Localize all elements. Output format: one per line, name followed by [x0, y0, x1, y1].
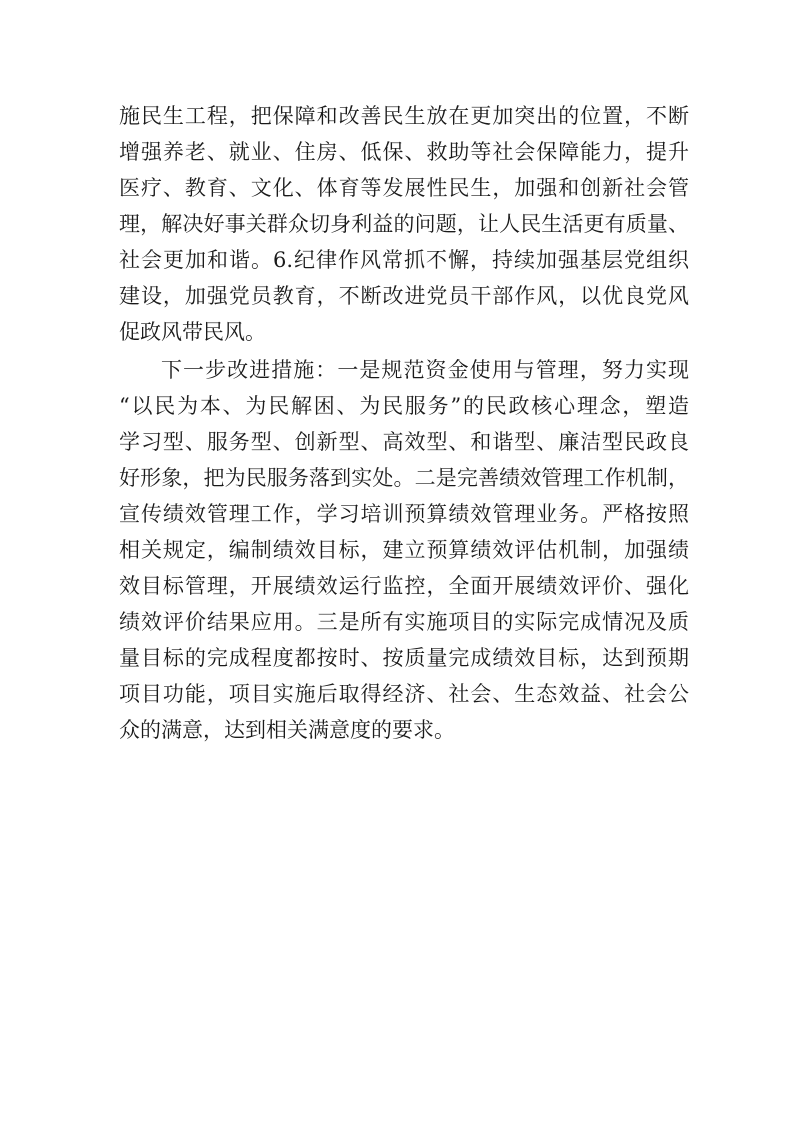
- paragraph-line: 下一步改进措施：一是规范资金使用与管理，努力实现: [161, 358, 689, 382]
- paragraph-line: 学习型、服务型、创新型、高效型、和谐型、廉洁型民政良: [119, 430, 689, 454]
- paragraph-line: 众的满意，达到相关满意度的要求。: [119, 718, 455, 742]
- paragraph-line: 建设，加强党员教育，不断改进党员干部作风，以优良党风: [119, 284, 689, 308]
- paragraph-line: 绩效评价结果应用。三是所有实施项目的实际完成情况及质: [119, 610, 689, 634]
- paragraph-line: 理，解决好事关群众切身利益的问题，让人民生活更有质量、: [119, 212, 689, 236]
- paragraph-line: 增强养老、就业、住房、低保、救助等社会保障能力，提升: [119, 140, 689, 164]
- paragraph-line: 促政风带民风。: [119, 320, 266, 344]
- paragraph-improvement-measures: [119, 352, 689, 748]
- paragraph-line: 医疗、教育、文化、体育等发展性民生，加强和创新社会管: [119, 176, 689, 200]
- paragraph-line: 宣传绩效管理工作，学习培训预算绩效管理业务。严格按照: [119, 502, 689, 526]
- paragraph-line: 施民生工程，把保障和改善民生放在更加突出的位置，不断: [119, 104, 689, 128]
- paragraph-line: 相关规定，编制绩效目标，建立预算绩效评估机制，加强绩: [119, 538, 689, 562]
- paragraph-line: 好形象，把为民服务落到实处。二是完善绩效管理工作机制，: [119, 466, 689, 490]
- paragraph-line: “以民为本、为民解困、为民服务”的民政核心理念，塑造: [119, 394, 689, 418]
- paragraph-line: 量目标的完成程度都按时、按质量完成绩效目标，达到预期: [119, 646, 689, 670]
- paragraph-line: 社会更加和谐。6.纪律作风常抓不懈，持续加强基层党组织: [119, 248, 689, 272]
- paragraph-line: 项目功能，项目实施后取得经济、社会、生态效益、社会公: [119, 682, 689, 706]
- paragraph-line: 效目标管理，开展绩效运行监控，全面开展绩效评价、强化: [119, 574, 689, 598]
- paragraph-livelihood: [119, 98, 689, 350]
